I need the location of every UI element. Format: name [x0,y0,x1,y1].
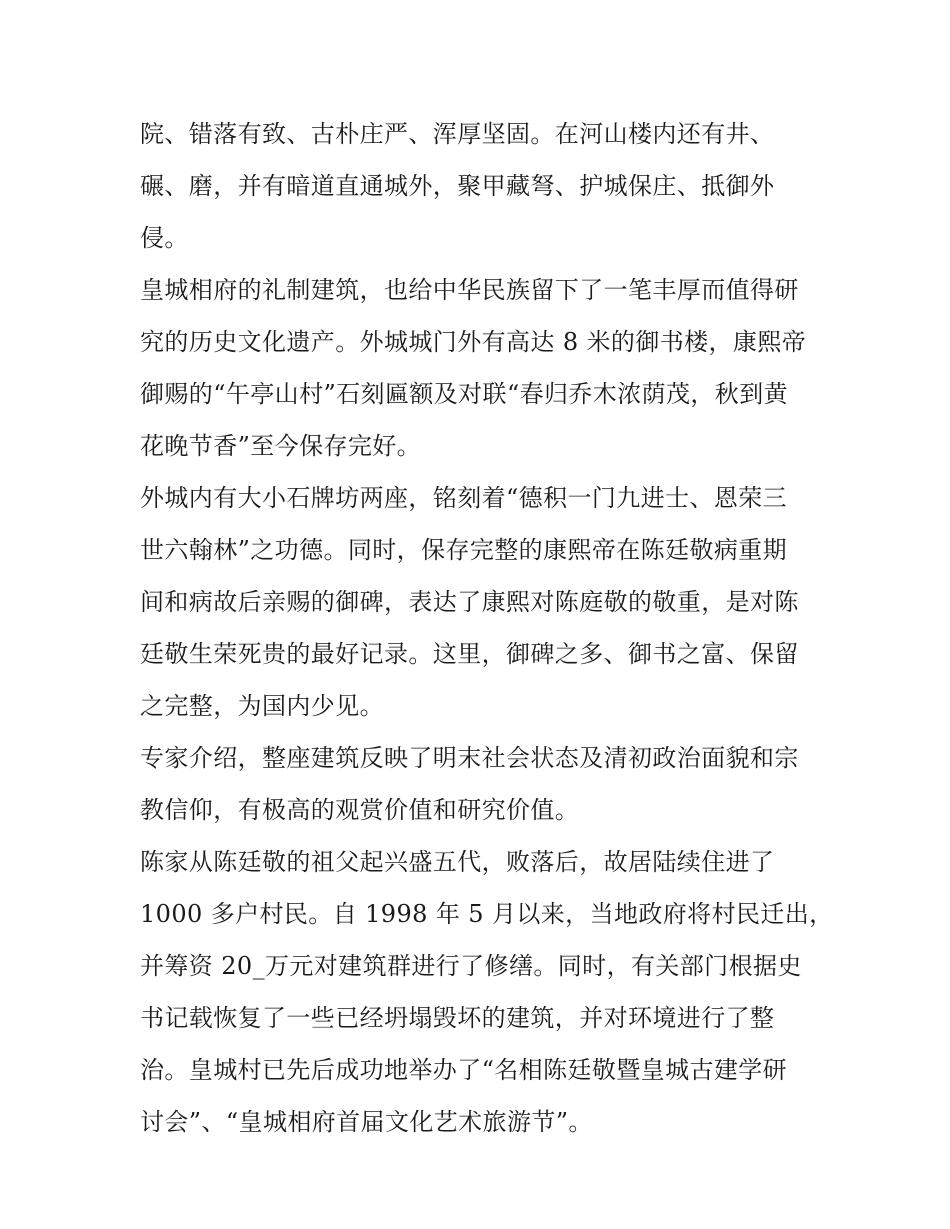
paragraph-expert-intro [140,732,820,836]
text-line: 讨会”、“皇城相府首届文化艺术旅游节”。 [140,1108,593,1136]
text-line: 间和病故后亲赐的御碑，表达了康熙对陈庭敬的敬重，是对陈 [140,588,799,616]
text-line: 教信仰，有极高的观赏价值和研究价值。 [140,796,580,824]
text-line: 外城内有大小石牌坊两座，铭刻着“德积一门九进士、恩荣三 [140,484,788,512]
paragraph-stone-archways [140,472,820,732]
text-line: 1000 多户村民。自 1998 年 5 月以来，当地政府将村民迁出， [140,900,834,928]
text-line: 专家介绍，整座建筑反映了明末社会状态及清初政治面貌和宗 [140,744,799,772]
text-line: 碾、磨，并有暗道直通城外，聚甲藏弩、护城保庄、抵御外 [140,172,775,200]
text-line: 陈家从陈廷敬的祖父起兴盛五代，败落后，故居陆续住进了 [140,848,775,876]
text-line: 究的历史文化遗产。外城城门外有高达 8 米的御书楼，康熙帝 [140,328,807,356]
text-line: 侵。 [140,224,189,252]
text-line: 花晚节香”至今保存完好。 [140,432,422,460]
text-line: 之完整，为国内少见。 [140,692,384,720]
text-line: 治。皇城村已先后成功地举办了“名相陈廷敬暨皇城古建学研 [140,1056,788,1084]
document-page [140,108,834,1148]
text-line: 廷敬生荣死贵的最好记录。这里，御碑之多、御书之富、保留 [140,640,799,668]
paragraph-restoration [140,836,834,1148]
text-line: 院、错落有致、古朴庄严、浑厚坚固。在河山楼内还有井、 [140,120,775,148]
text-line: 书记载恢复了一些已经坍塌毁坏的建筑，并对环境进行了整 [140,1004,775,1032]
text-line: 皇城相府的礼制建筑，也给中华民族留下了一笔丰厚而值得研 [140,276,799,304]
text-line: 并筹资 20_万元对建筑群进行了修缮。同时，有关部门根据史 [140,952,802,980]
text-line: 御赐的“午亭山村”石刻匾额及对联“春归乔木浓荫茂，秋到黄 [140,380,789,408]
paragraph-ritual-architecture [140,264,820,472]
text-line: 世六翰林”之功德。同时，保存完整的康熙帝在陈廷敬病重期 [140,536,788,564]
paragraph-castle-defense [140,108,820,264]
